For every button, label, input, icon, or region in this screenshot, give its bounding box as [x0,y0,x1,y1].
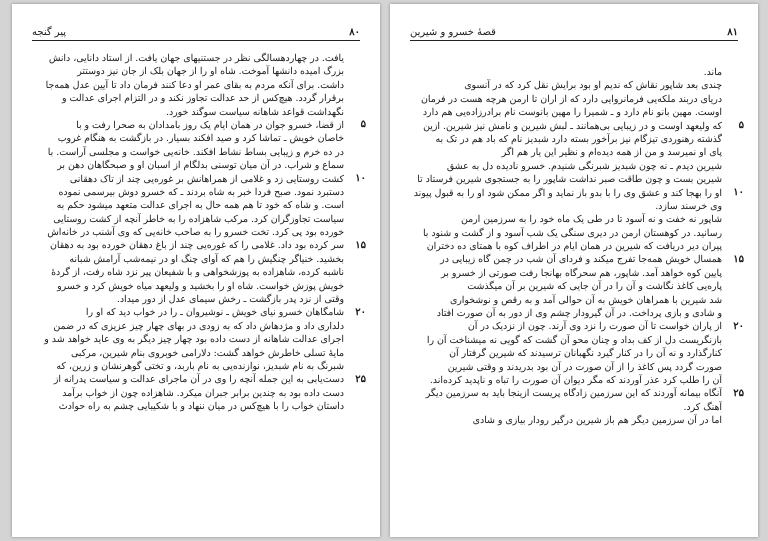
text-line: سر کرده بود داد. غلامی را که غوره‌یی چند از باغ دهقان خورده بود به دهقان [49,240,344,252]
text-line: او را بهجا کند و عشق وی را با بدو باز نماید و اگر ممکن شود او را به قبول پیوند [413,187,722,199]
text-line: در ده خرم و زیبایی بساط نشاط افکند. خانه‌یی خواست و مجلسی آراست. با [47,146,344,158]
text-line: خاصان خویش ـ تماشا کرد و صید افکند بسیار. در بازگشت به هنگام غروب [57,133,344,145]
text-line: و شادی و بازی پرداخت. در آن گیرودار چشم وی از دور به آن صورت افتاد [436,308,722,320]
page-header [32,26,360,41]
text-line: ماند. [703,67,722,78]
text-line: آهنگ کرد. [683,401,722,413]
text-line: شد شیرین با همراهان خویش به آن حوالی آمد و به رقص و نوشخواری [449,294,722,306]
text-line: اوست. مهین بانو نام دارد و ـ شمیرا را مهین بانوست نام برادرزاده‌یی هم دارد [422,107,722,119]
text-line: بازنگریست دل از کف بداد و چنان محو آن گشت که گویی نه میشناخت آن را [426,334,722,346]
text-line: رسانید. در کوهستان ارمن در دیری سنگی یک شب آسود و از گشت و شنود با [422,227,722,239]
running-title: پیر گنجه [32,27,67,38]
text-line: پاره‌یی کاغذ نگاشت و آن را در آن جایی که شیرین بر آن میگذشت [467,281,722,293]
text-line: شیرین دیدم ـ نه چون شبدیز شبرنگی شنیدم. خسرو نادیده دل به عشق [446,160,722,172]
text-line: از قضا، خسرو جوان در همان ایام یک روز بامدادان به صحرا رفت و با [76,119,344,131]
line-number: ۲۰ [733,320,744,332]
text-line: کشت روستایی زد و غلامی از همراهانش بر غوره‌یی چند از تاک دهقانی [69,173,344,185]
text-line: دست داده بود به چندین برابر جبران میکرد. شاهزاده چون از خواب برآمد [62,387,344,399]
text-line: پایین کوه خواهد آمد. شاپور، هم سحرگاه بهانجا رفت صورتی از خسرو بر [441,267,722,279]
line-number: ۱۵ [355,239,366,251]
text-line: پای او نمیرسد و من از همه دیده‌ام و نظیر این یار هم اگر [501,147,722,159]
text-line: گذشته رهنوردی تیزگام نیز برآخور بسته دارد شبدیز نام که باد هم در تک به [435,133,722,145]
running-title: قصهٔ خسرو و شیرین [410,27,496,38]
text-line: شیرین بست و چون طاقت صبر نداشت شاپور را به جستجوی شیرین فرستاد تا [417,174,722,186]
body-text [32,52,344,414]
text-line: است. و شاه که خود تا هم همه حال به اجرای عدالت متعهد میشود حکم به [56,200,344,212]
text-line: پیران دیر دریافت که شیرین در همان ایام در اطراف کوه با همتای ده دختران [426,241,722,253]
right-page [390,4,758,537]
text-line: وقتی از نزد پدر بازگشت ـ رخش سیمای عدل از دور میداد. [116,294,344,306]
text-line: همسال خویش همه‌جا تفرج میکند و فردای آن شب در چمن گاه زیبایی در [440,254,722,266]
text-line: شبرنگ به نام شبدیز، نوازنده‌یی به نام باربد، و تختی گوهرنشان و زرین، که [56,360,344,372]
text-line: کنارگذارد و نه آن را در کنار گیرد نگهبانان ترسیدند که شیرین گرفتار آن [449,348,722,360]
text-line: سماع و شراب. در آن میان توسنی بدلگام از اسبان او و صبحگاهان دهن بر [57,160,344,172]
text-line: دریای دربند ملکه‌یی فرمانروایی دارد که از اران تا ارمن هرچه هست در فرمان [421,93,722,105]
text-line: برقرار گردد. هیچ‌کس از حد عدالت تجاوز نکند و در التزام اجرای عدالت و [62,93,344,105]
left-page [12,4,380,537]
text-line: خورده بود پی کرد. تخت خسرو را به صاحب خانه‌یی که وی آشنب در خانه‌اش [47,227,344,239]
text-line: مایهٔ تسلی خاطرش خواهد گشت: دلارامی خوبروی بنام شیرین، مرکبی [70,347,344,359]
text-line: سیاست تجاوزگران کرد. مرکب شاهزاده را به خاطر آنچه از کشت روستایی [53,213,344,225]
page-number: ۸۱ [727,27,738,38]
text-line: شاپور نه خفت و نه آسود تا در طی یک ماه خود را به سرزمین ارمن [460,214,722,226]
text-line: دستبرد نمود. صبح فردا خبر به شاه بردند ـ که خسرو دوش بیرسمی نموده [58,186,344,198]
line-number: ۲۰ [355,306,366,318]
line-number: ۵ [738,119,744,131]
text-line: داستان خواب را با هیچ‌کس در میان ننهاد و با شکیبایی چشم به راه حوادث [58,401,344,413]
text-line: یافت. در چهاردهسالگی نظر در جستنیهای جهان یافت. از استاد دانایی، دانش [48,53,344,64]
text-line: بخشید. خنیاگر چنگیش را هم که آوای چنگ او در نیمه‌شب آرامش شبانه [69,253,344,265]
line-number: ۵ [360,119,366,130]
text-line: بزرگ امیده دانشها آموخت. شاه او را از جهان بلک از جان نیز دوستتر [77,66,344,78]
line-number: ۱۵ [733,253,744,265]
text-line: صورت گردد پس کاغذ را از آن صورت در آن بود بدریدند و وقتی شیرین [447,361,722,373]
line-number: ۲۵ [355,373,366,385]
line-number: ۲۵ [733,387,744,399]
text-line: دلداری داد و مژدهاش داد که به زودی در بهای چهار چیز عزیزی که در ضمن [53,320,344,332]
text-line: اجرای عدالت شاهانه از دست داده بود چهار چیز دیگر به وی عاید خواهد شد و [44,334,344,346]
text-line: آن را طلب کرد عذر آوردند که مگر دیوان آن صورت را تباه و ناپدید کرده‌اند. [429,374,722,386]
text-line: وی خرسند سازد. [655,200,722,212]
page-number: ۸۰ [349,27,360,38]
page-header [410,26,738,41]
text-line: نگهداشت قواعد شاهانه سیاست سوگند خورد. [165,106,344,118]
line-number: ۱۰ [355,172,366,184]
text-line: چندی بعد شاپور نقاش که ندیم او بود برایش نقل کرد که در آنسوی [464,80,722,92]
text-line: که ولیعهد اوست و در زیبایی بی‌همانند ـ لبش شیرین و نامش نیز شیرین. ازین [423,120,722,132]
text-line: داشت. برای آنکه مردم به بقای عمر او دعا کنند فرمان داد تا آیین عدل همه‌جا [45,79,344,91]
text-line: ناشبه کرده، شاهزاده به پوزشخواهی و با شفیعان پیر نزد شاه رفت، از گردهٔ [51,267,344,279]
text-line: اما در آن سرزمین دیگر هم باز شیرین درگیر رودار بیازی و شادی [472,415,722,427]
body-text [410,66,722,428]
text-line: شامگاهان خسرو نیای خویش ـ نوشیروان ـ را در خواب دید که او را [85,307,344,319]
text-line: از پاران خواست تا آن صورت را نزد وی آرند. چون از نزدیک در آن [467,321,722,333]
text-line: آنگاه بیمانه آوردند که این سرزمین زادگاه پریست ازینجا باید به سرزمین دیگر [425,388,722,400]
text-line: خویش پوزش خواست. شاه او را بخشید و ولیعهد میاه خویش کرد و خسرو [57,280,344,292]
line-number: ۱۰ [733,186,744,198]
text-line: دست‌یابی به این جمله آنچه را وی در آن ماجرای عدالت و سیاست پدرانه از [53,374,344,386]
